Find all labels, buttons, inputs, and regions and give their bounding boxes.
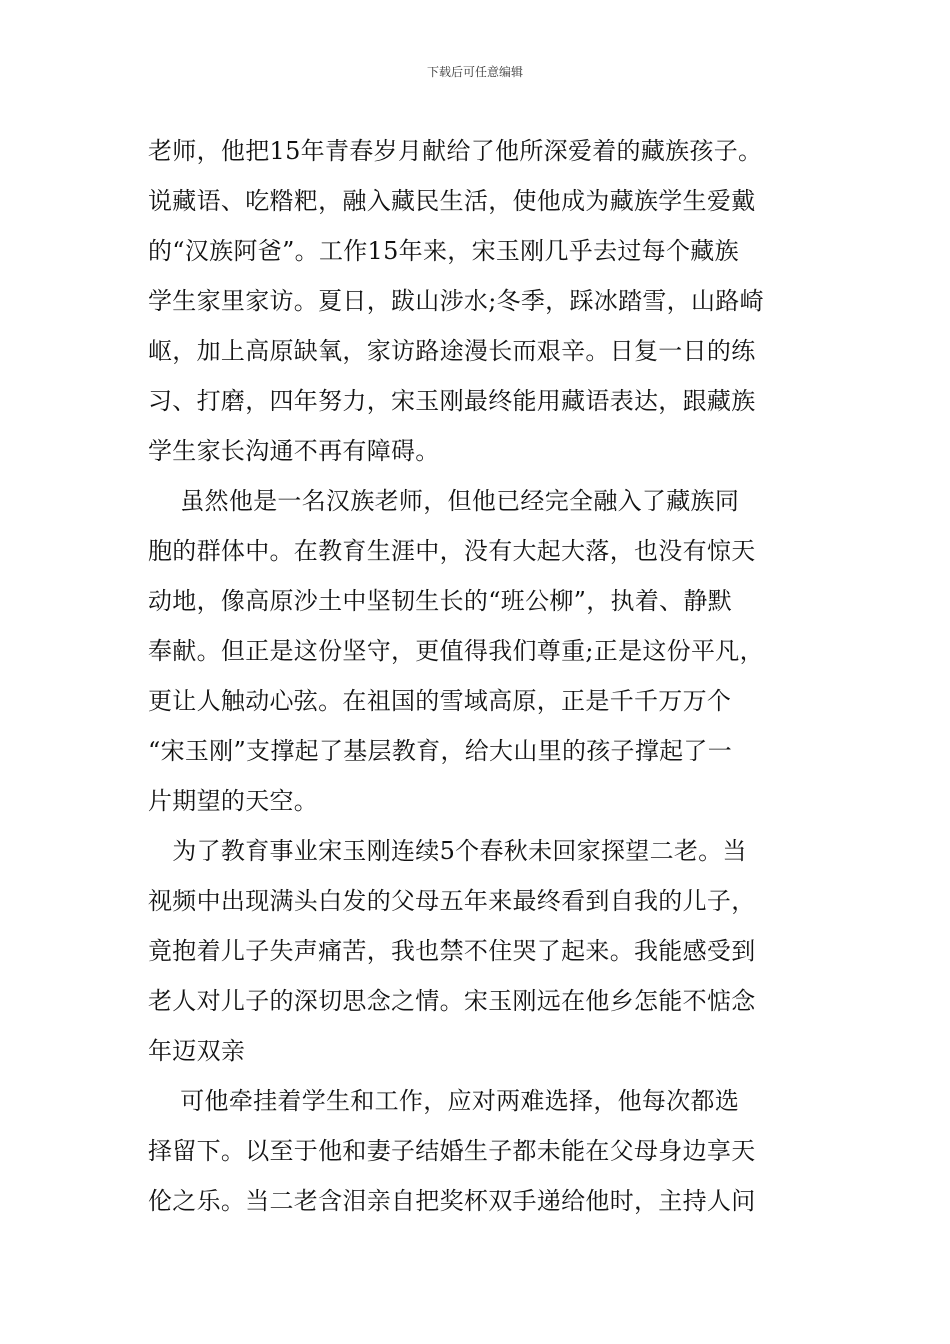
paragraph-2: [148, 476, 808, 826]
text-line: 可他牵挂着学生和工作，应对两难选择，他每次都选: [148, 1087, 740, 1115]
text-line: 岖，加上高原缺氧，家访路途漫长而艰辛。日复一日的练: [148, 337, 756, 365]
paragraph-4: [148, 1076, 808, 1226]
text-line: 奉献。但正是这份坚守，更值得我们尊重;正是这份平凡，: [148, 637, 764, 665]
text-line: 伦之乐。当二老含泪亲自把奖杯双手递给他时，主持人问: [148, 1187, 756, 1215]
text-line: 学生家里家访。夏日，跋山涉水;冬季，踩冰踏雪，山路崎: [148, 287, 764, 315]
text-line: 习、打磨，四年努力，宋玉刚最终能用藏语表达，跟藏族: [148, 387, 756, 415]
text-line: “宋玉刚”支撑起了基层教育，给大山里的孩子撑起了一: [148, 737, 733, 765]
text-line: 更让人触动心弦。在祖国的雪域高原，正是千千万万个: [148, 687, 732, 715]
text-line: 学生家长沟通不再有障碍。: [148, 437, 440, 465]
text-line: 竟抱着儿子失声痛苦，我也禁不住哭了起来。我能感受到: [148, 937, 756, 965]
text-line: 动地，像高原沙土中坚韧生长的“班公柳”，执着、静默: [148, 587, 733, 615]
text-line: 说藏语、吃糌粑，融入藏民生活，使他成为藏族学生爱戴: [148, 187, 756, 215]
text-line: 的“汉族阿爸”。工作15年来，宋玉刚几乎去过每个藏族: [148, 237, 739, 265]
text-line: 视频中出现满头白发的父母五年来最终看到自我的儿子，: [148, 887, 756, 915]
page-header: 下载后可任意编辑: [426, 65, 523, 79]
text-line: 片期望的天空。: [148, 787, 319, 815]
document-body: [148, 126, 808, 1226]
text-line: 老师，他把15年青春岁月献给了他所深爱着的藏族孩子。: [148, 137, 763, 165]
text-line: 老人对儿子的深切思念之情。宋玉刚远在他乡怎能不惦念: [148, 987, 756, 1015]
text-line: 胞的群体中。在教育生涯中，没有大起大落，也没有惊天: [148, 537, 756, 565]
text-line: 为了教育事业宋玉刚连续5个春秋未回家探望二老。当: [148, 837, 747, 865]
paragraph-1: [148, 126, 808, 476]
text-line: 年迈双亲: [148, 1037, 246, 1065]
text-line: 择留下。以至于他和妻子结婚生子都未能在父母身边享天: [148, 1137, 756, 1165]
paragraph-3: [148, 826, 808, 1076]
text-line: 虽然他是一名汉族老师，但他已经完全融入了藏族同: [148, 487, 740, 515]
